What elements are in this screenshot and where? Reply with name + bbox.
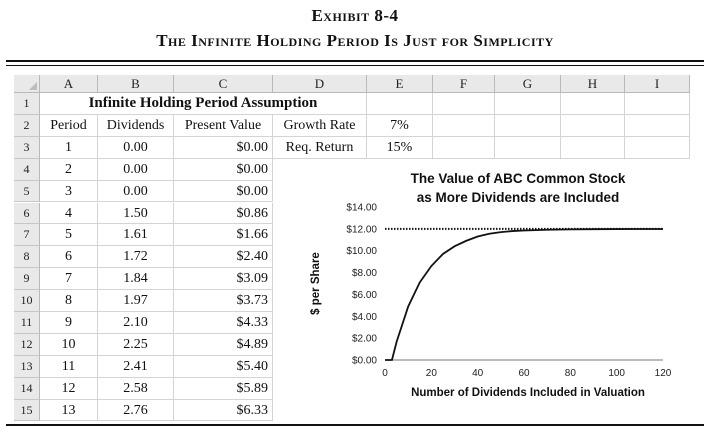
cell[interactable] <box>561 137 625 159</box>
x-tick-label: 40 <box>472 368 484 379</box>
dividend-cell[interactable]: 2.10 <box>98 312 174 334</box>
cell[interactable] <box>625 137 690 159</box>
cell[interactable] <box>625 93 690 115</box>
period-cell[interactable]: 2 <box>40 159 98 181</box>
cell[interactable] <box>433 93 495 115</box>
value-curve <box>385 229 663 360</box>
period-header-cell[interactable]: Period <box>40 115 98 137</box>
sheet-title-cell[interactable]: Infinite Holding Period Assumption <box>40 93 367 115</box>
present-value-cell[interactable]: $0.00 <box>174 137 273 159</box>
x-axis-label: Number of Dividends Included in Valuation <box>411 387 645 399</box>
chart-plot <box>303 165 678 421</box>
present-value-cell[interactable]: $1.66 <box>174 224 273 246</box>
cell[interactable] <box>433 137 495 159</box>
period-cell[interactable]: 10 <box>40 334 98 356</box>
column-header-d[interactable]: D <box>273 75 367 93</box>
period-cell[interactable]: 9 <box>40 312 98 334</box>
chart-title-line1: The Value of ABC Common Stock <box>410 171 626 186</box>
row-header-8[interactable]: 8 <box>14 246 40 268</box>
cell[interactable] <box>625 115 690 137</box>
growth-rate-label-cell[interactable]: Growth Rate <box>273 115 367 137</box>
row-header-5[interactable]: 5 <box>14 181 40 203</box>
column-header-e[interactable]: E <box>367 75 433 93</box>
period-cell[interactable]: 8 <box>40 290 98 312</box>
present-value-cell[interactable]: $0.86 <box>174 203 273 225</box>
exhibit-title: The Infinite Holding Period Is Just for Simplicity <box>156 31 554 50</box>
x-tick-label: 120 <box>654 368 672 379</box>
period-cell[interactable]: 1 <box>40 137 98 159</box>
present-value-cell[interactable]: $6.33 <box>174 400 273 422</box>
y-tick-label: $12.00 <box>346 224 377 236</box>
select-all-corner[interactable] <box>14 75 40 93</box>
dividend-cell[interactable]: 2.41 <box>98 356 174 378</box>
x-tick-label: 80 <box>564 368 576 379</box>
present-value-cell[interactable]: $0.00 <box>174 159 273 181</box>
value-chart[interactable] <box>303 165 678 421</box>
present-value-cell[interactable]: $3.09 <box>174 268 273 290</box>
dividend-cell[interactable]: 0.00 <box>98 181 174 203</box>
dividends-header-cell[interactable]: Dividends <box>98 115 174 137</box>
cell[interactable] <box>561 115 625 137</box>
row-header-2[interactable]: 2 <box>14 115 40 137</box>
row-header-4[interactable]: 4 <box>14 159 40 181</box>
exhibit-label: Exhibit 8-4 <box>311 6 399 25</box>
period-cell[interactable]: 4 <box>40 203 98 225</box>
row-header-12[interactable]: 12 <box>14 334 40 356</box>
period-cell[interactable]: 6 <box>40 246 98 268</box>
present-value-cell[interactable]: $5.89 <box>174 378 273 400</box>
dividend-cell[interactable]: 1.84 <box>98 268 174 290</box>
column-header-i[interactable]: I <box>625 75 690 93</box>
row-header-3[interactable]: 3 <box>14 137 40 159</box>
period-cell[interactable]: 3 <box>40 181 98 203</box>
row-header-14[interactable]: 14 <box>14 378 40 400</box>
row-header-13[interactable]: 13 <box>14 356 40 378</box>
column-header-f[interactable]: F <box>433 75 495 93</box>
spreadsheet <box>14 75 690 421</box>
rule-top-thick <box>6 60 704 62</box>
cell[interactable] <box>561 93 625 115</box>
present-value-cell[interactable]: $0.00 <box>174 181 273 203</box>
x-tick-label: 20 <box>425 368 437 379</box>
dividend-cell[interactable]: 1.97 <box>98 290 174 312</box>
cell[interactable] <box>495 137 561 159</box>
y-tick-label: $8.00 <box>351 268 377 280</box>
present-value-cell[interactable]: $2.40 <box>174 246 273 268</box>
y-tick-label: $0.00 <box>351 355 377 367</box>
row-header-6[interactable]: 6 <box>14 203 40 225</box>
dividend-cell[interactable]: 0.00 <box>98 159 174 181</box>
req-return-value-cell[interactable]: 15% <box>367 137 433 159</box>
y-axis-label: $ per Share <box>310 252 322 315</box>
dividend-cell[interactable]: 1.72 <box>98 246 174 268</box>
y-tick-label: $2.00 <box>351 333 377 345</box>
y-tick-label: $4.00 <box>351 311 377 323</box>
dividend-cell[interactable]: 2.25 <box>98 334 174 356</box>
present-value-cell[interactable]: $5.40 <box>174 356 273 378</box>
row-header-15[interactable]: 15 <box>14 400 40 422</box>
dividend-cell[interactable]: 2.58 <box>98 378 174 400</box>
x-tick-label: 100 <box>608 368 626 379</box>
row-header-11[interactable]: 11 <box>14 312 40 334</box>
y-tick-label: $14.00 <box>346 202 377 214</box>
growth-rate-value-cell[interactable]: 7% <box>367 115 433 137</box>
cell[interactable] <box>495 115 561 137</box>
req-return-label-cell[interactable]: Req. Return <box>273 137 367 159</box>
x-tick-label: 0 <box>382 368 388 379</box>
dividend-cell[interactable]: 1.50 <box>98 203 174 225</box>
x-tick-label: 60 <box>518 368 530 379</box>
rule-bottom <box>6 424 704 426</box>
present-value-cell[interactable]: $4.89 <box>174 334 273 356</box>
chart-title-line2: as More Dividends are Included <box>416 190 620 205</box>
period-cell[interactable]: 13 <box>40 400 98 422</box>
cell[interactable] <box>367 93 433 115</box>
dividend-cell[interactable]: 2.76 <box>98 400 174 422</box>
row-header-7[interactable]: 7 <box>14 224 40 246</box>
y-tick-label: $10.00 <box>346 246 377 258</box>
present-value-cell[interactable]: $4.33 <box>174 312 273 334</box>
rule-top-thin <box>6 65 704 66</box>
present-value-header-cell[interactable]: Present Value <box>174 115 273 137</box>
y-tick-label: $6.00 <box>351 289 377 301</box>
column-header-h[interactable]: H <box>561 75 625 93</box>
period-cell[interactable]: 12 <box>40 378 98 400</box>
column-header-b[interactable]: B <box>98 75 174 93</box>
row-header-1[interactable]: 1 <box>14 93 40 115</box>
row-header-10[interactable]: 10 <box>14 290 40 312</box>
cell[interactable] <box>433 115 495 137</box>
cell[interactable] <box>495 93 561 115</box>
column-header-g[interactable]: G <box>495 75 561 93</box>
present-value-cell[interactable]: $3.73 <box>174 290 273 312</box>
dividend-cell[interactable]: 1.61 <box>98 224 174 246</box>
column-header-a[interactable]: A <box>40 75 98 93</box>
row-header-9[interactable]: 9 <box>14 268 40 290</box>
period-cell[interactable]: 5 <box>40 224 98 246</box>
dividend-cell[interactable]: 0.00 <box>98 137 174 159</box>
column-header-c[interactable]: C <box>174 75 273 93</box>
period-cell[interactable]: 11 <box>40 356 98 378</box>
period-cell[interactable]: 7 <box>40 268 98 290</box>
